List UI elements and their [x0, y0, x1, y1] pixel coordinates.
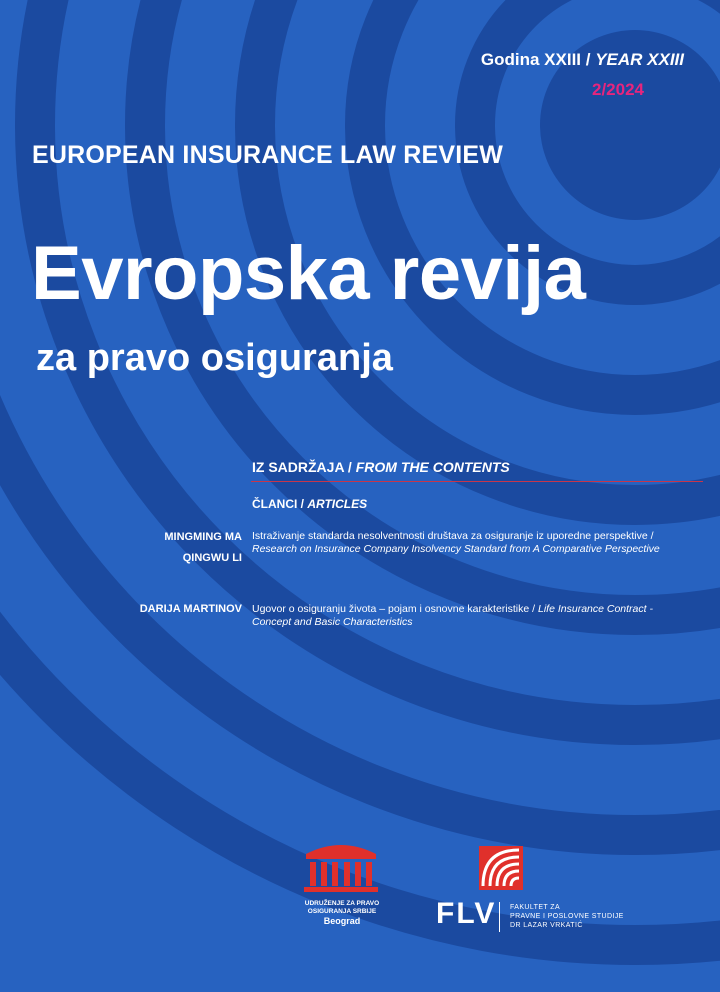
issue-number: 2/2024 — [592, 80, 644, 99]
journal-subtitle: za pravo osiguranja — [36, 337, 393, 379]
logo-divider — [499, 902, 500, 932]
contents-heading: IZ SADRŽAJA / FROM THE CONTENTS — [252, 459, 510, 475]
association-name: UDRUŽENJE ZA PRAVO OSIGURANJA SRBIJE Beograd — [304, 900, 380, 926]
faculty-logo-text: FLV — [436, 897, 497, 930]
contents-divider — [251, 481, 703, 482]
article-author: QINGWU LI — [182, 552, 242, 564]
building-icon — [300, 836, 382, 894]
faculty-name: FAKULTET ZA PRAVNE I POSLOVNE STUDIJE DR LAZAR VRKATIĆ — [510, 904, 624, 929]
article-author: DARIJA MARTINOV — [139, 603, 242, 615]
article-title: Istraživanje standarda nesolventnosti društava za osiguranje iz uporedne perspektive / Research on Insurance Company Insolvency Standard from A Comparative Perspective — [252, 530, 660, 555]
journal-title: Evropska revija — [31, 231, 586, 316]
journal-title-english: EUROPEAN INSURANCE LAW REVIEW — [32, 141, 504, 169]
volume-year: Godina XXIII / YEAR XXIII — [480, 50, 684, 69]
article-title: Ugovor o osiguranju života – pojam i osnovne karakteristike / Life Insurance Contract - Concept and Basic Characteristics — [252, 603, 653, 628]
article-author: MINGMING MA — [164, 531, 242, 543]
flv-emblem-icon — [479, 846, 523, 890]
section-heading: ČLANCI / ARTICLES — [252, 497, 368, 511]
